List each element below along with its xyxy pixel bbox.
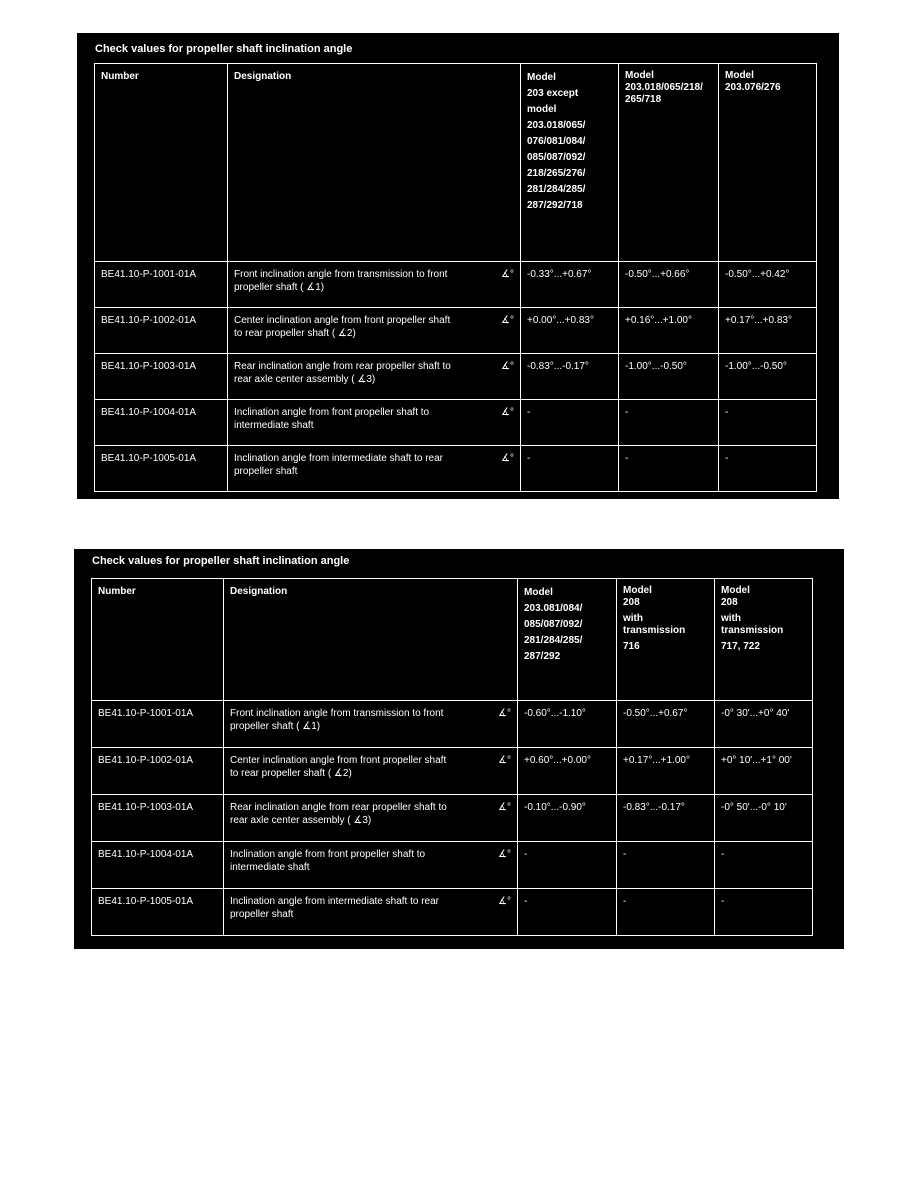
angle-icon: ∡° [498, 755, 511, 766]
row-value: -0° 30'...+0° 40' [715, 701, 813, 748]
designation-line: propeller shaft ( ∡1) [230, 721, 321, 732]
table-row [92, 795, 813, 842]
row-value: +0.17°...+0.83° [719, 308, 817, 354]
designation-line: Front inclination angle from transmission to front [234, 269, 448, 280]
angle-icon: ∡° [501, 269, 514, 280]
header-model [719, 64, 817, 262]
row-number: BE41.10-P-1004-01A [92, 842, 224, 889]
designation-line: Inclination angle from front propeller shaft to [230, 849, 426, 860]
row-value: - [619, 446, 719, 492]
model-line: 203.018/065/ [527, 120, 586, 131]
row-number: BE41.10-P-1005-01A [95, 446, 228, 492]
row-number: BE41.10-P-1001-01A [95, 262, 228, 308]
designation-line: rear axle center assembly ( ∡3) [234, 374, 376, 385]
model-line: Model [725, 70, 754, 81]
table-title: Check values for propeller shaft inclination angle [95, 43, 353, 55]
row-value: +0.16°...+1.00° [619, 308, 719, 354]
row-value: - [719, 400, 817, 446]
model-line: 717, 722 [721, 641, 760, 652]
designation-line: Center inclination angle from front propeller shaft [230, 755, 447, 766]
row-value: -0.60°...-1.10° [518, 701, 617, 748]
designation-line: intermediate shaft [230, 862, 310, 873]
row-value: +0.60°...+0.00° [518, 748, 617, 795]
table-title: Check values for propeller shaft inclination angle [92, 555, 350, 567]
panel-2 [74, 549, 844, 949]
designation-line: to rear propeller shaft ( ∡2) [234, 328, 356, 339]
designation-line: Rear inclination angle from rear propeller shaft to [230, 802, 447, 813]
row-designation [224, 748, 518, 795]
row-designation [224, 795, 518, 842]
table-row [92, 842, 813, 889]
designation-line: propeller shaft [234, 466, 298, 477]
table-row [92, 748, 813, 795]
angle-icon: ∡° [498, 896, 511, 907]
row-value: - [617, 842, 715, 889]
designation-line: Front inclination angle from transmission to front [230, 708, 444, 719]
designation-line: Rear inclination angle from rear propeller shaft to [234, 361, 451, 372]
row-value: - [619, 400, 719, 446]
inclination-table [94, 63, 817, 492]
angle-icon: ∡° [501, 361, 514, 372]
table-row [92, 701, 813, 748]
designation-line: propeller shaft ( ∡1) [234, 282, 325, 293]
angle-icon: ∡° [501, 453, 514, 464]
designation-line: Inclination angle from intermediate shaft to rear [230, 896, 439, 907]
designation-line: rear axle center assembly ( ∡3) [230, 815, 372, 826]
row-value: -0.33°...+0.67° [521, 262, 619, 308]
model-line: 716 [623, 641, 640, 652]
designation-line: propeller shaft [230, 909, 294, 920]
row-number: BE41.10-P-1003-01A [92, 795, 224, 842]
row-value: -0.50°...+0.66° [619, 262, 719, 308]
row-number: BE41.10-P-1002-01A [92, 748, 224, 795]
row-value: - [715, 889, 813, 936]
model-line: 218/265/276/ [527, 168, 586, 179]
designation-line: Center inclination angle from front propeller shaft [234, 315, 451, 326]
model-line: 208 [721, 597, 738, 608]
row-value: - [617, 889, 715, 936]
model-line: model [527, 104, 557, 115]
model-line: 287/292/718 [527, 200, 583, 211]
table-row [95, 262, 817, 308]
model-line: Model [721, 585, 750, 596]
model-line: 076/081/084/ [527, 136, 586, 147]
row-value: -0.83°...-0.17° [617, 795, 715, 842]
row-value: -0.83°...-0.17° [521, 354, 619, 400]
row-designation [228, 354, 521, 400]
model-line: with [721, 613, 741, 624]
designation-line: Inclination angle from front propeller shaft to [234, 407, 430, 418]
angle-icon: ∡° [498, 802, 511, 813]
angle-icon: ∡° [498, 849, 511, 860]
row-value: -1.00°...-0.50° [719, 354, 817, 400]
row-value: +0° 10'...+1° 00' [715, 748, 813, 795]
model-line: 281/284/285/ [524, 635, 583, 646]
model-line: 085/087/092/ [527, 152, 586, 163]
row-value: -0.10°...-0.90° [518, 795, 617, 842]
header-number: Number [92, 579, 224, 701]
model-line: 265/718 [625, 94, 662, 105]
row-value: -1.00°...-0.50° [619, 354, 719, 400]
panel-1 [77, 33, 839, 499]
table-row [95, 446, 817, 492]
row-value: - [518, 842, 617, 889]
row-value: -0° 50'...-0° 10' [715, 795, 813, 842]
row-number: BE41.10-P-1005-01A [92, 889, 224, 936]
designation-line: Inclination angle from intermediate shaft to rear [234, 453, 443, 464]
model-line: Model [527, 72, 556, 83]
row-number: BE41.10-P-1001-01A [92, 701, 224, 748]
row-designation [228, 400, 521, 446]
inclination-table [91, 578, 813, 936]
model-line: Model [625, 70, 654, 81]
row-value: - [518, 889, 617, 936]
row-value: -0.50°...+0.42° [719, 262, 817, 308]
row-designation [228, 262, 521, 308]
row-number: BE41.10-P-1002-01A [95, 308, 228, 354]
row-value: +0.17°...+1.00° [617, 748, 715, 795]
row-number: BE41.10-P-1004-01A [95, 400, 228, 446]
model-line: transmission [623, 625, 686, 636]
model-line: 287/292 [524, 651, 561, 662]
model-line: Model [623, 585, 652, 596]
row-value: - [521, 446, 619, 492]
model-line: 203.081/084/ [524, 603, 583, 614]
angle-icon: ∡° [501, 315, 514, 326]
header-designation: Designation [228, 64, 521, 262]
model-line: 281/284/285/ [527, 184, 586, 195]
angle-icon: ∡° [498, 708, 511, 719]
row-value: - [715, 842, 813, 889]
model-line: Model [524, 587, 553, 598]
header-model [521, 64, 619, 262]
row-value: -0.50°...+0.67° [617, 701, 715, 748]
header-number: Number [95, 64, 228, 262]
model-line: transmission [721, 625, 784, 636]
row-designation [224, 701, 518, 748]
model-line: with [623, 613, 643, 624]
model-line: 208 [623, 597, 640, 608]
row-designation [228, 308, 521, 354]
designation-line: to rear propeller shaft ( ∡2) [230, 768, 352, 779]
model-line: 203.076/276 [725, 82, 781, 93]
table-row [95, 308, 817, 354]
header-model [715, 579, 813, 701]
row-designation [224, 842, 518, 889]
header-model [617, 579, 715, 701]
model-line: 085/087/092/ [524, 619, 583, 630]
table-row [95, 354, 817, 400]
model-line: 203.018/065/218/ [625, 82, 703, 93]
row-designation [224, 889, 518, 936]
row-value: - [521, 400, 619, 446]
row-number: BE41.10-P-1003-01A [95, 354, 228, 400]
model-line: 203 except [527, 88, 579, 99]
header-designation: Designation [224, 579, 518, 701]
row-value: - [719, 446, 817, 492]
angle-icon: ∡° [501, 407, 514, 418]
header-model [518, 579, 617, 701]
header-model [619, 64, 719, 262]
designation-line: intermediate shaft [234, 420, 314, 431]
row-value: +0.00°...+0.83° [521, 308, 619, 354]
table-row [92, 889, 813, 936]
row-designation [228, 446, 521, 492]
table-row [95, 400, 817, 446]
